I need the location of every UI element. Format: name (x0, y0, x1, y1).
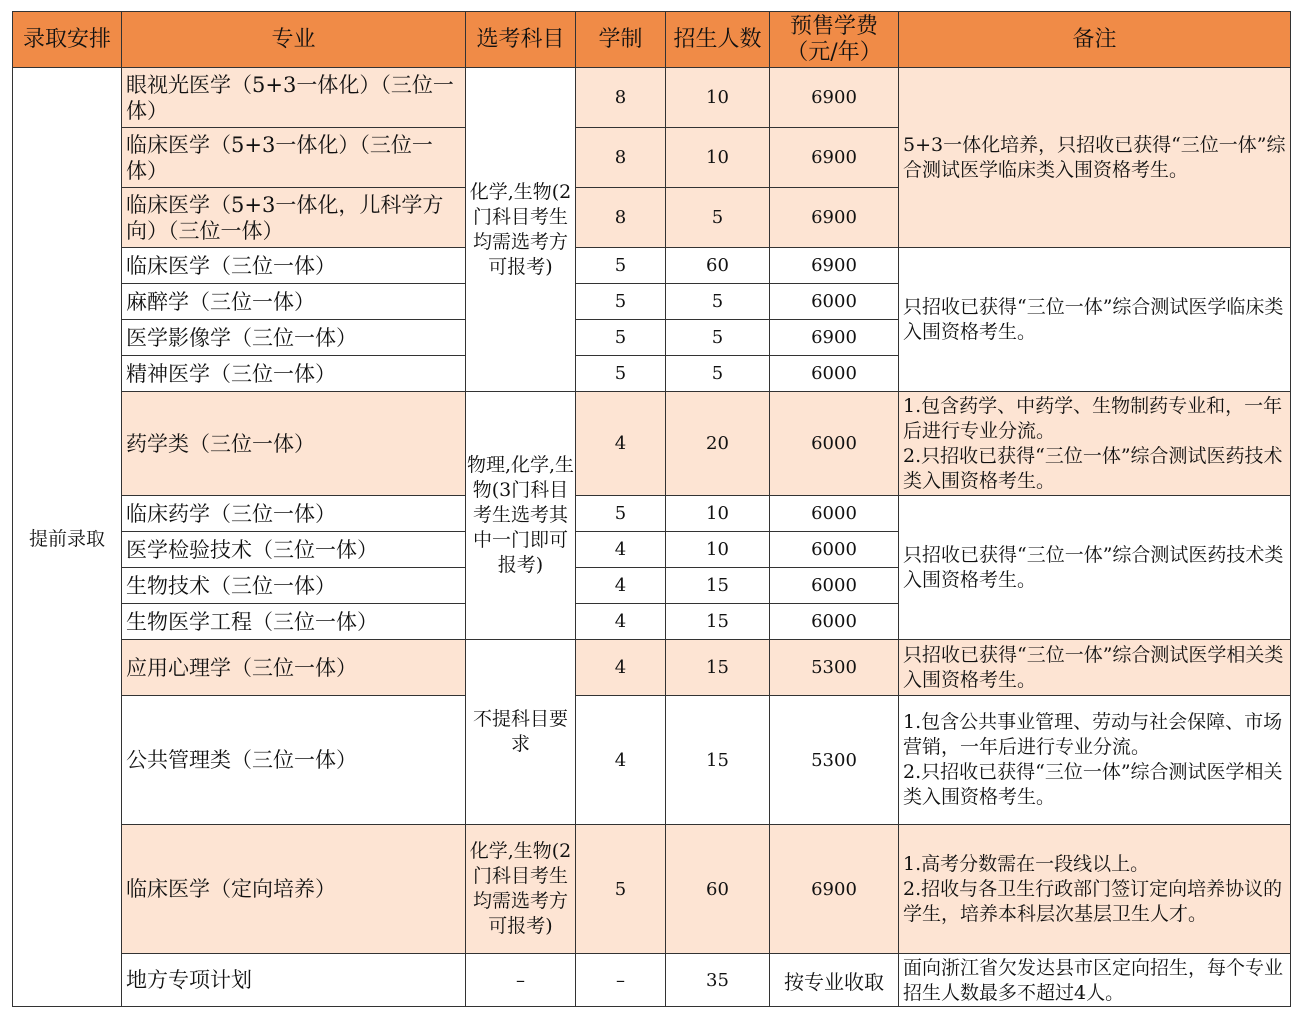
years-cell: 4 (576, 568, 666, 604)
years-cell: 4 (576, 532, 666, 568)
fee-cell: 5300 (770, 640, 899, 696)
admission-plan-table (12, 11, 1291, 1007)
header-enroll: 招生人数 (666, 12, 770, 68)
note-cell: 1.高考分数需在一段线以上。 2.招收与各卫生行政部门签订定向培养协议的学生，培养本科层次基层卫生人才。 (899, 825, 1291, 954)
major-cell: 应用心理学（三位一体） (122, 640, 466, 696)
enroll-cell: 10 (666, 496, 770, 532)
note-cell: 1.包含公共事业管理、劳动与社会保障、市场营销，一年后进行专业分流。 2.只招收已获得“三位一体”综合测试医学相关类入围资格考生。 (899, 696, 1291, 825)
years-cell: 8 (576, 188, 666, 248)
fee-cell: 6000 (770, 356, 899, 392)
major-cell: 临床医学（5+3一体化）（三位一体） (122, 128, 466, 188)
table-row (13, 640, 1291, 696)
fee-cell: 6900 (770, 68, 899, 128)
enroll-cell: 10 (666, 532, 770, 568)
years-cell: 8 (576, 68, 666, 128)
note-cell: 面向浙江省欠发达县市区定向招生，每个专业招生人数最多不超过4人。 (899, 954, 1291, 1007)
fee-cell: 6900 (770, 188, 899, 248)
major-cell: 地方专项计划 (122, 954, 466, 1007)
enroll-cell: 15 (666, 604, 770, 640)
subject-cell: – (466, 954, 576, 1007)
header-round: 录取安排 (13, 12, 122, 68)
major-cell: 临床医学（定向培养） (122, 825, 466, 954)
header-years: 学制 (576, 12, 666, 68)
fee-cell: 按专业收取 (770, 954, 899, 1007)
enroll-cell: 5 (666, 356, 770, 392)
table-row (13, 496, 1291, 532)
major-cell: 生物技术（三位一体） (122, 568, 466, 604)
major-cell: 生物医学工程（三位一体） (122, 604, 466, 640)
years-cell: 5 (576, 825, 666, 954)
years-cell: – (576, 954, 666, 1007)
major-cell: 临床医学（5+3一体化，儿科学方向）（三位一体） (122, 188, 466, 248)
table-row (13, 696, 1291, 825)
table-row (13, 954, 1291, 1007)
years-cell: 5 (576, 356, 666, 392)
subject-cell: 不提科目要求 (466, 640, 576, 825)
enroll-cell: 35 (666, 954, 770, 1007)
enroll-cell: 20 (666, 392, 770, 496)
enroll-cell: 15 (666, 568, 770, 604)
enroll-cell: 5 (666, 284, 770, 320)
major-cell: 精神医学（三位一体） (122, 356, 466, 392)
years-cell: 5 (576, 320, 666, 356)
years-cell: 4 (576, 604, 666, 640)
table-row (13, 825, 1291, 954)
subject-cell: 化学,生物(2门科目考生均需选考方可报考) (466, 68, 576, 392)
round-cell: 提前录取 (13, 68, 122, 1007)
years-cell: 8 (576, 128, 666, 188)
fee-cell: 6000 (770, 392, 899, 496)
note-cell: 只招收已获得“三位一体”综合测试医学相关类入围资格考生。 (899, 640, 1291, 696)
years-cell: 5 (576, 284, 666, 320)
header-row (13, 12, 1291, 68)
enroll-cell: 10 (666, 68, 770, 128)
table-row (13, 248, 1291, 284)
header-fee: 预售学费（元/年） (770, 12, 899, 68)
fee-cell: 6000 (770, 284, 899, 320)
table-row (13, 392, 1291, 496)
fee-cell: 6900 (770, 825, 899, 954)
fee-cell: 6000 (770, 496, 899, 532)
years-cell: 4 (576, 696, 666, 825)
subject-cell: 化学,生物(2门科目考生均需选考方可报考) (466, 825, 576, 954)
enroll-cell: 5 (666, 320, 770, 356)
major-cell: 临床医学（三位一体） (122, 248, 466, 284)
note-cell: 只招收已获得“三位一体”综合测试医学临床类入围资格考生。 (899, 248, 1291, 392)
fee-cell: 5300 (770, 696, 899, 825)
note-cell: 1.包含药学、中药学、生物制药专业和，一年后进行专业分流。 2.只招收已获得“三位一体”综合测试医药技术类入围资格考生。 (899, 392, 1291, 496)
note-cell: 只招收已获得“三位一体”综合测试医药技术类入围资格考生。 (899, 496, 1291, 640)
years-cell: 5 (576, 248, 666, 284)
fee-cell: 6000 (770, 532, 899, 568)
enroll-cell: 10 (666, 128, 770, 188)
years-cell: 4 (576, 640, 666, 696)
fee-cell: 6000 (770, 568, 899, 604)
major-cell: 眼视光医学（5+3一体化）（三位一体） (122, 68, 466, 128)
enroll-cell: 5 (666, 188, 770, 248)
major-cell: 药学类（三位一体） (122, 392, 466, 496)
major-cell: 公共管理类（三位一体） (122, 696, 466, 825)
years-cell: 4 (576, 392, 666, 496)
note-cell: 5+3一体化培养，只招收已获得“三位一体”综合测试医学临床类入围资格考生。 (899, 68, 1291, 248)
years-cell: 5 (576, 496, 666, 532)
enroll-cell: 60 (666, 248, 770, 284)
major-cell: 麻醉学（三位一体） (122, 284, 466, 320)
header-major: 专业 (122, 12, 466, 68)
major-cell: 医学影像学（三位一体） (122, 320, 466, 356)
enroll-cell: 15 (666, 640, 770, 696)
header-note: 备注 (899, 12, 1291, 68)
enroll-cell: 15 (666, 696, 770, 825)
table-row (13, 68, 1291, 128)
fee-cell: 6000 (770, 604, 899, 640)
enroll-cell: 60 (666, 825, 770, 954)
fee-cell: 6900 (770, 248, 899, 284)
fee-cell: 6900 (770, 128, 899, 188)
major-cell: 医学检验技术（三位一体） (122, 532, 466, 568)
fee-cell: 6900 (770, 320, 899, 356)
subject-cell: 物理,化学,生物(3门科目考生选考其中一门即可报考) (466, 392, 576, 640)
major-cell: 临床药学（三位一体） (122, 496, 466, 532)
header-subjects: 选考科目 (466, 12, 576, 68)
